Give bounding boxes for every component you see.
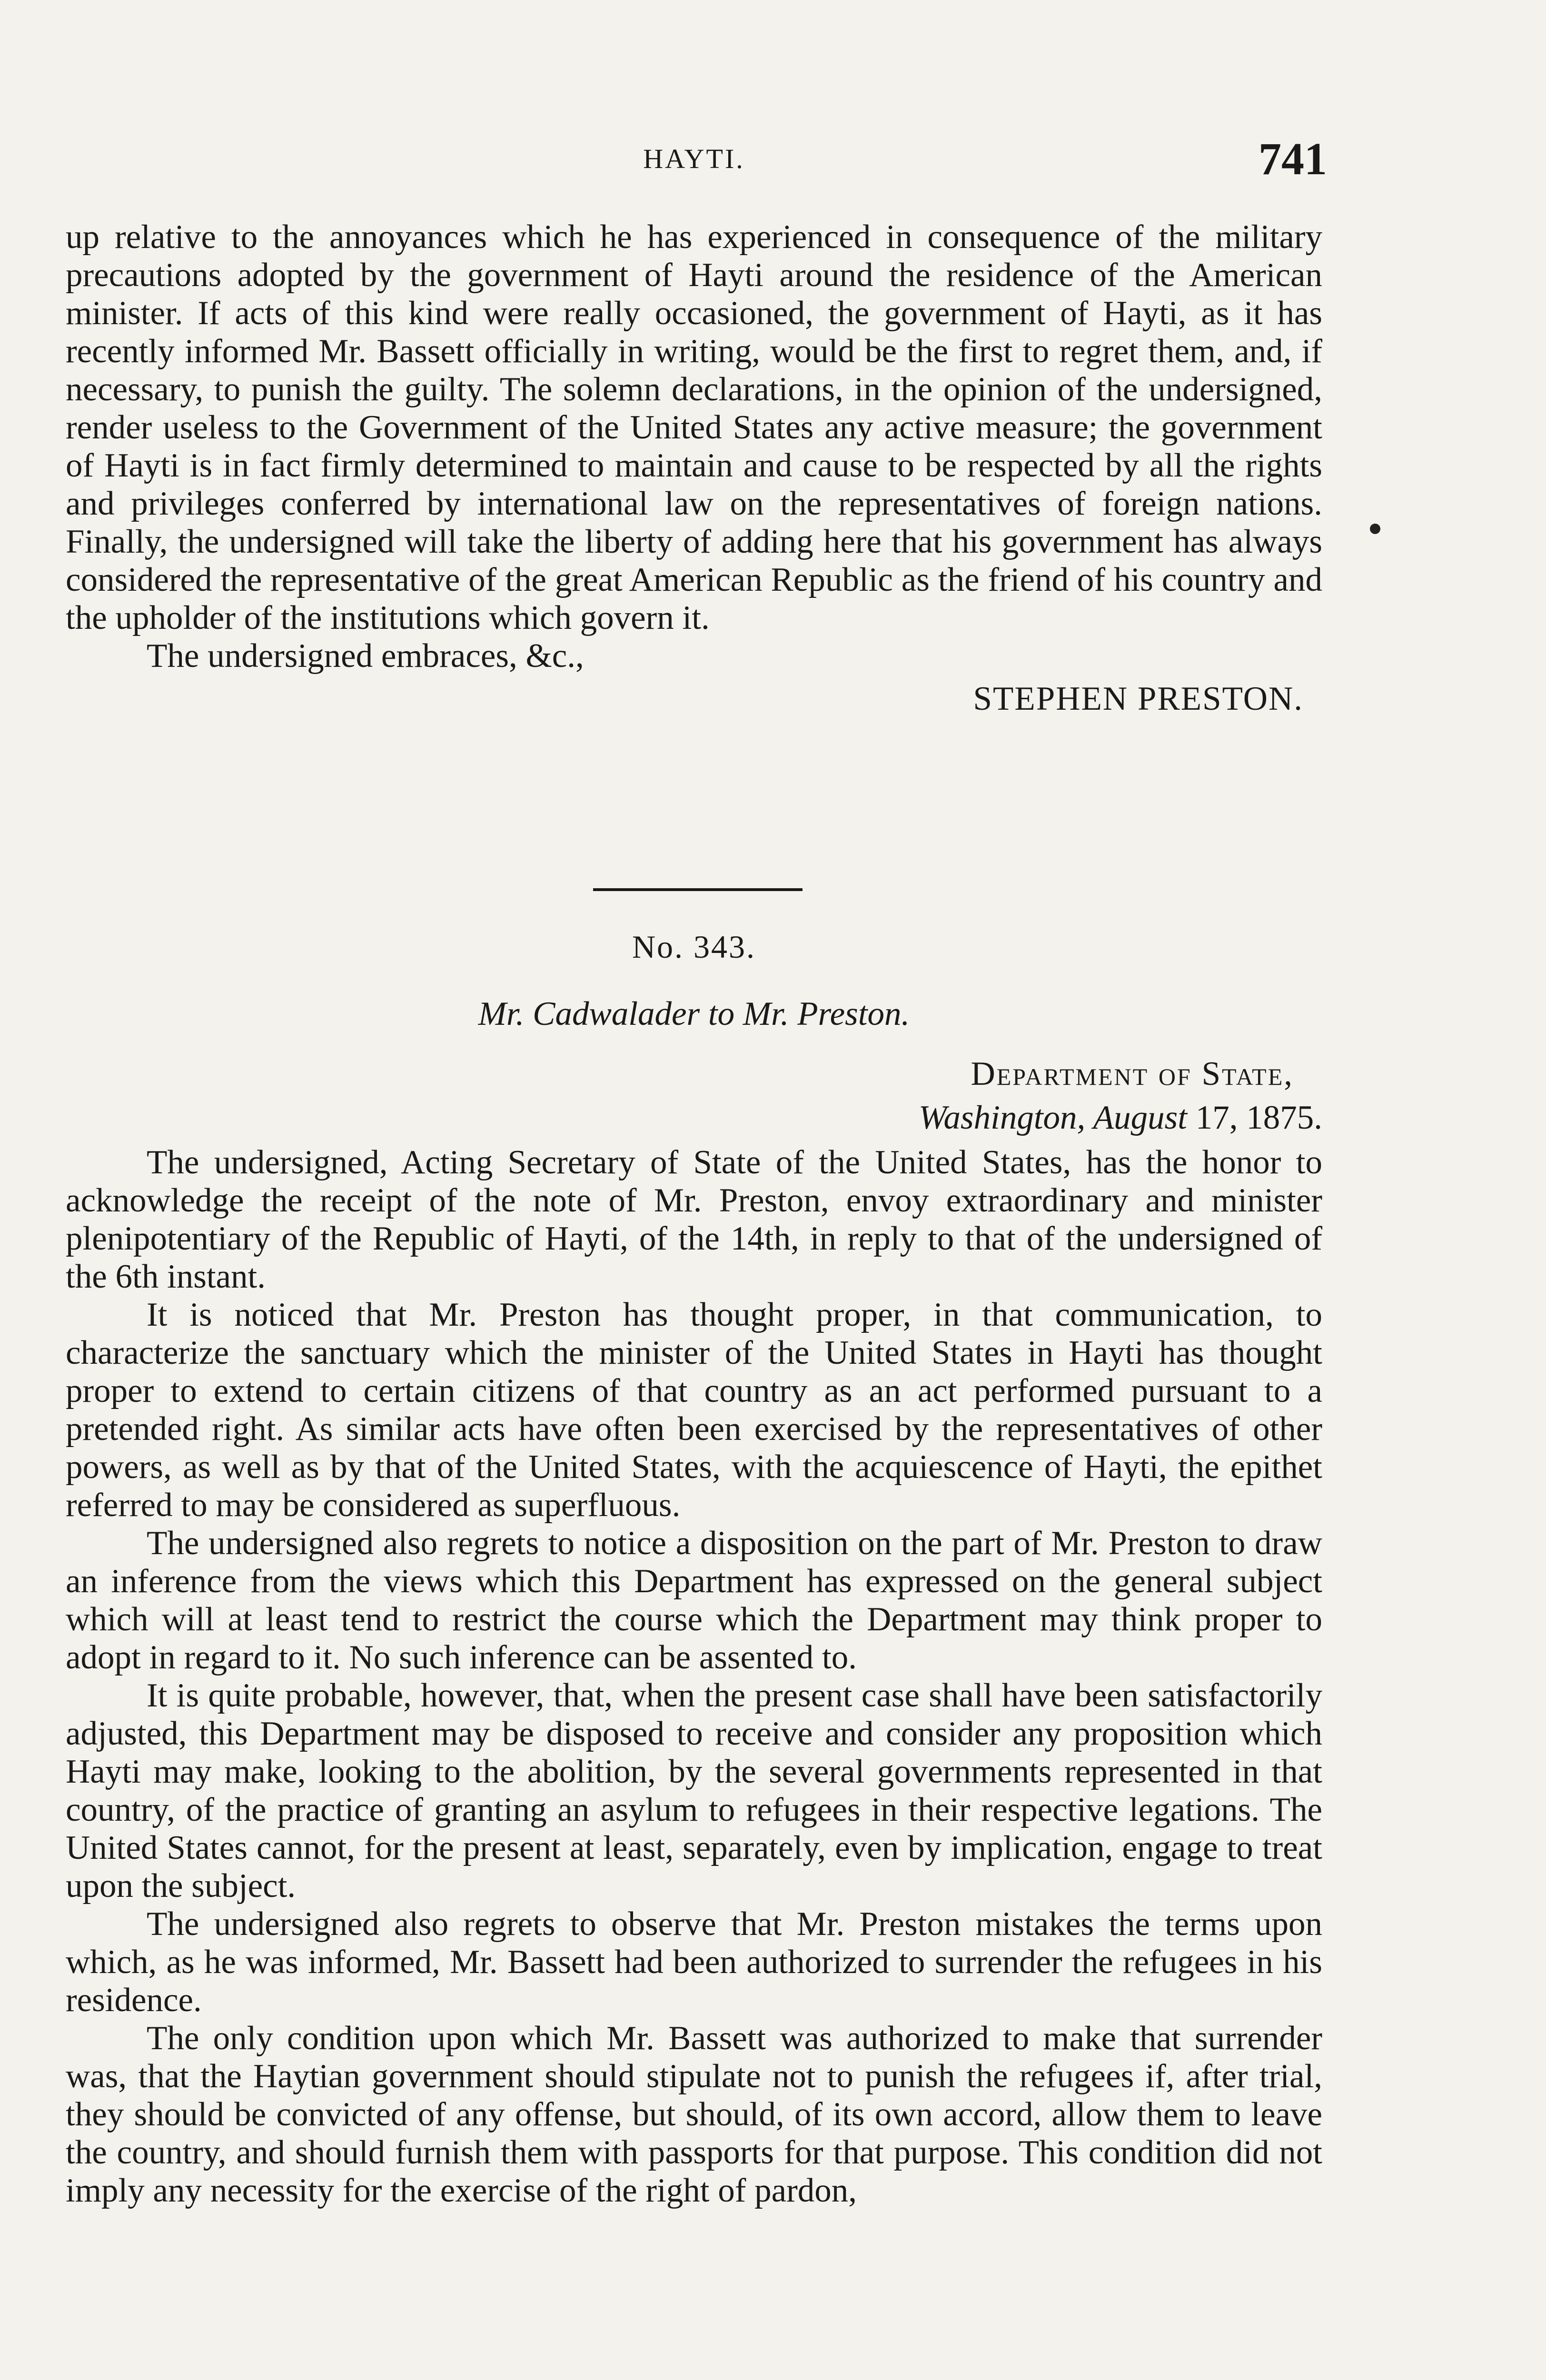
closing-line: The undersigned embraces, &c., bbox=[147, 637, 584, 674]
document-number: No. 343. bbox=[632, 929, 756, 965]
document-page bbox=[66, 0, 1327, 2380]
document-title: Mr. Cadwalader to Mr. Preston. bbox=[478, 995, 910, 1032]
dateline bbox=[370, 1052, 1322, 1140]
body-paragraph-2: It is noticed that Mr. Preston has thought proper, in that communication, to characterize the sanctuary which the minister of the United States in Hayti has thought proper to extend to certain citizens of that country as an act performed pursuant to a pretended right. As similar acts have often been exercised by the representatives of other powers, as well as by that of the United States, with the acquiescence of Hayti, the epithet referred to may be considered as superfluous. bbox=[66, 1296, 1322, 1524]
previous-letter-paragraph: up relative to the annoyances which he has experienced in consequence of the military precautions adopted by the government of Hayti around the residence of the American minister. If acts of this kind were really occasioned, the government of Hayti, as it has recently informed Mr. Bassett officially in writing, would be the first to regret them, and, if necessary, to punish the guilty. The solemn declarations, in the opinion of the undersigned, render useless to the Government of the United States any active measure; the government of Hayti is in fact firmly determined to maintain and cause to be respected by all the rights and privileges conferred by international law on the representatives of foreign nations. Finally, the undersigned will take the liberty of adding here that his government has always considered the representative of the great American Republic as the friend of his country and the upholder of the institutions which govern it. bbox=[66, 218, 1322, 636]
previous-letter-conclusion bbox=[66, 218, 1322, 723]
body-paragraph-6: The only condition upon which Mr. Bassett was authorized to make that surrender was, that the Haytian government should stipulate not to punish the refugees if, after trial, they should be convicted of any offense, but should, of its own accord, allow them to leave the country, and should furnish them with passports for that purpose. This condition did not imply any necessity for the exercise of the right of pardon, bbox=[66, 2020, 1322, 2209]
ink-speck bbox=[1370, 524, 1380, 534]
signature: STEPHEN PRESTON. bbox=[973, 680, 1303, 717]
date-line bbox=[370, 1096, 1322, 1140]
page-number: 741 bbox=[1259, 133, 1327, 184]
running-title: HAYTI. bbox=[643, 143, 745, 174]
place-text: Washington, August bbox=[918, 1099, 1187, 1136]
letter-body bbox=[66, 1143, 1322, 2210]
body-paragraph-1: The undersigned, Acting Secretary of State of the United States, has the honor to acknowledge the receipt of the note of Mr. Preston, envoy extraordinary and minister plenipotentiary of the Republic of Hayti, of the 14th, in reply to that of the undersigned of the 6th instant. bbox=[66, 1144, 1322, 1295]
department-line: Department of State, bbox=[971, 1055, 1294, 1092]
body-paragraph-5: The undersigned also regrets to observe that Mr. Preston mistakes the terms upon which, as he was informed, Mr. Bassett had been authorized to surrender the refugees in his residence. bbox=[66, 1905, 1322, 2019]
date-text: 17, 1875. bbox=[1195, 1099, 1322, 1136]
section-divider bbox=[593, 888, 803, 891]
body-paragraph-3: The undersigned also regrets to notice a disposition on the part of Mr. Preston to draw an inference from the views which this Department has expressed on the general subject which will at least tend to restrict the course which the Department may think proper to adopt in regard to it. No such inference can be assented to. bbox=[66, 1525, 1322, 1676]
running-head bbox=[66, 133, 1327, 186]
body-paragraph-4: It is quite probable, however, that, when the present case shall have been satisfactorily adjusted, this Department may be disposed to receive and consider any proposition which Hayti may make, looking to the abolition, by the several governments represented in that country, of the practice of granting an asylum to refugees in their respective legations. The United States cannot, for the present at least, separately, even by implication, engage to treat upon the subject. bbox=[66, 1677, 1322, 1904]
